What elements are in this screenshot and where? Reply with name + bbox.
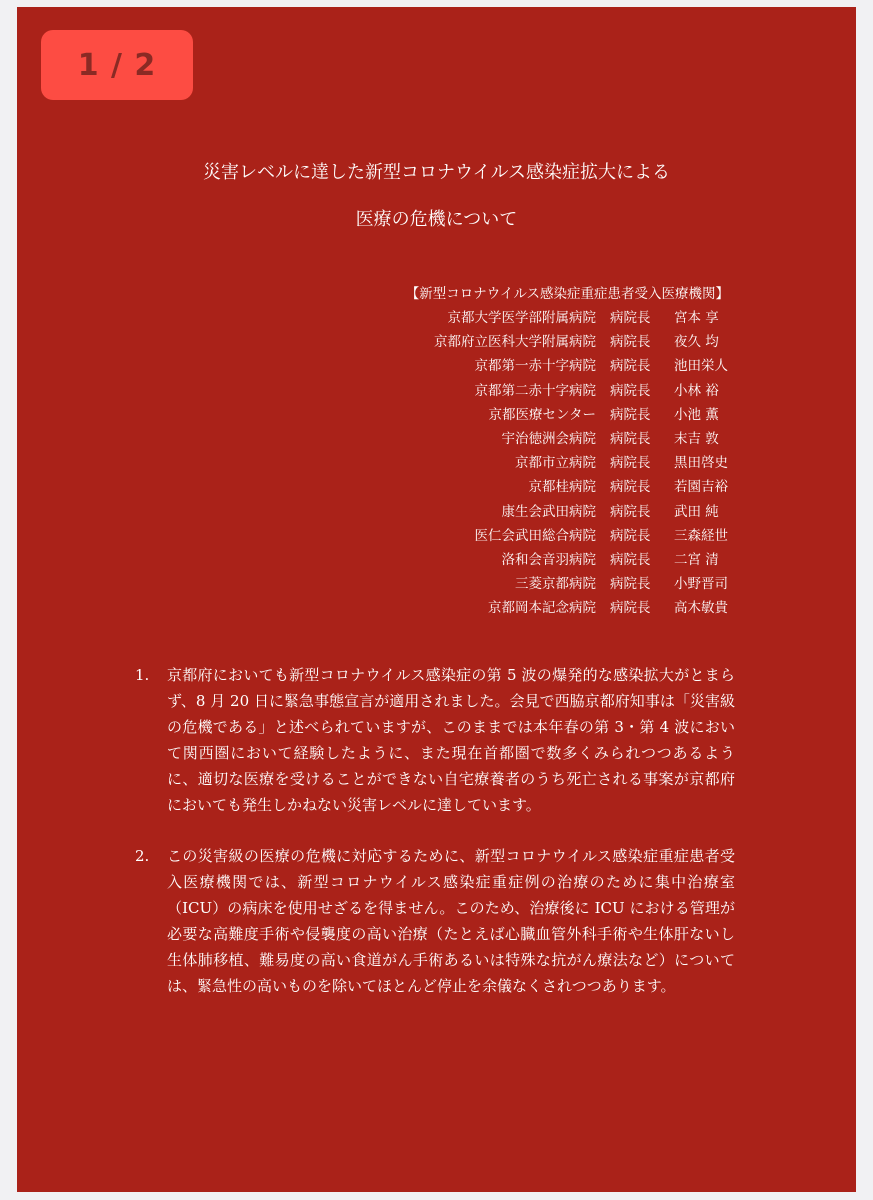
signatory-row [434, 546, 736, 570]
position-title: 病院長 [610, 358, 651, 375]
paragraph-text: この災害級の医療の危機に対応するために、新型コロナウイルス感染症重症患者受入医療機関では、新型コロナウイルス感染症重症例の治療のために集中治療室（ICU）の病床を使用せざるを得ません。このため、治療後に ICU における管理が必要な高難度手術や侵襲度の高い治療（たとえば心臓血管外科手術や生体肝ないし生体肺移植、難易度の高い食道がん手術あるいは特殊な抗がん療法など）については、緊急性の高いものを除いてほとんど停止を余儀なくされつつあります。 [167, 846, 735, 996]
position-title: 病院長 [610, 600, 651, 617]
director-name: 武田 純 [674, 503, 719, 520]
position-title: 病院長 [610, 382, 651, 399]
position-title: 病院長 [610, 551, 651, 568]
director-name: 若園吉裕 [674, 479, 728, 496]
signatory-row [434, 570, 736, 594]
paragraph-text: 京都府においても新型コロナウイルス感染症の第 5 波の爆発的な感染拡大がとまらず、8 月 20 日に緊急事態宣言が適用されました。会見で西脇京都府知事は「災害級の危機である」と述べられていますが、このままでは本年春の第 3・第 4 波において関西圏において経験したように、また現在首都圏で数多くみられつつあるように、適切な医療を受けることができない自宅療養者のうち死亡される事案が京都府においても発生しかねない災害レベルに達しています。 [167, 666, 735, 815]
hospital-name: 京都第一赤十字病院 [474, 358, 596, 375]
position-title: 病院長 [610, 431, 651, 448]
signatory-row [434, 401, 736, 425]
position-title: 病院長 [610, 479, 651, 496]
director-name: 小林 裕 [674, 382, 719, 399]
signatories-header: 【新型コロナウイルス感染症重症患者受入医療機関】 [405, 286, 729, 302]
signatory-row [434, 304, 736, 328]
hospital-name: 京都府立医科大学附属病院 [434, 334, 596, 351]
paragraph-item [135, 662, 735, 819]
director-name: 池田栄人 [674, 358, 728, 375]
signatory-row [434, 594, 736, 618]
signatory-row [434, 352, 736, 376]
hospital-name: 京都市立病院 [515, 455, 596, 472]
position-title: 病院長 [610, 527, 651, 544]
hospital-name: 康生会武田病院 [501, 503, 596, 520]
director-name: 二宮 清 [674, 551, 719, 568]
director-name: 末吉 敦 [674, 431, 719, 448]
signatory-row [434, 522, 736, 546]
document-title-line-2: 医療の危機について [355, 209, 518, 230]
document-page [17, 7, 856, 1192]
position-title: 病院長 [610, 334, 651, 351]
hospital-name: 京都岡本記念病院 [488, 600, 596, 617]
hospital-name: 医仁会武田総合病院 [474, 527, 596, 544]
director-name: 夜久 均 [674, 334, 719, 351]
paragraph-number: 2. [135, 846, 150, 865]
numbered-paragraphs [135, 662, 735, 999]
signatory-list [434, 304, 736, 618]
hospital-name: 洛和会音羽病院 [501, 551, 596, 568]
hospital-name: 京都医療センター [488, 406, 596, 423]
signatory-row [434, 498, 736, 522]
position-title: 病院長 [610, 310, 651, 327]
signatory-row [434, 328, 736, 352]
director-name: 宮本 享 [674, 310, 719, 327]
position-title: 病院長 [610, 503, 651, 520]
hospital-name: 京都桂病院 [528, 479, 596, 496]
director-name: 小野晋司 [674, 576, 728, 593]
director-name: 三森経世 [674, 527, 728, 544]
signatory-row [434, 425, 736, 449]
signatory-row [434, 377, 736, 401]
director-name: 高木敏貴 [674, 600, 728, 617]
signatory-row [434, 449, 736, 473]
position-title: 病院長 [610, 406, 651, 423]
position-title: 病院長 [610, 455, 651, 472]
hospital-name: 京都第二赤十字病院 [474, 382, 596, 399]
hospital-name: 三菱京都病院 [515, 576, 596, 593]
director-name: 小池 薫 [674, 406, 719, 423]
page-indicator-badge: 1 / 2 [41, 30, 193, 100]
paragraph-item [135, 843, 735, 1000]
director-name: 黒田啓史 [674, 455, 728, 472]
position-title: 病院長 [610, 576, 651, 593]
paragraph-number: 1. [135, 666, 150, 684]
hospital-name: 京都大学医学部附属病院 [447, 310, 596, 327]
document-title-line-1: 災害レベルに達した新型コロナウイルス感染症拡大による [203, 162, 670, 183]
signatory-row [434, 473, 736, 497]
hospital-name: 宇治徳洲会病院 [501, 431, 596, 448]
